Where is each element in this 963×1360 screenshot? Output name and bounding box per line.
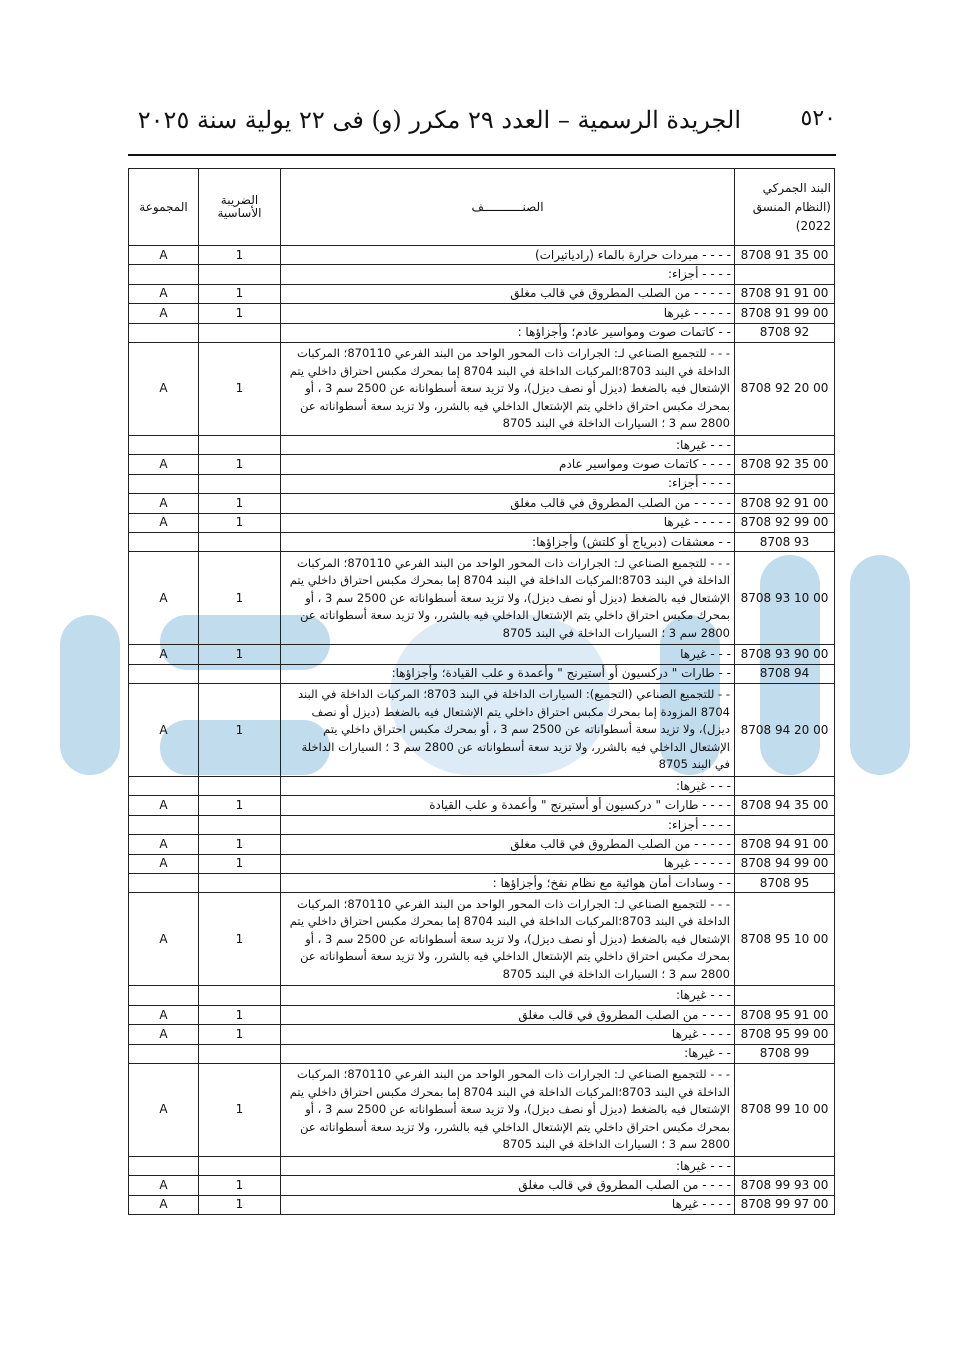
rate-cell: 1 bbox=[199, 893, 281, 986]
table-row bbox=[129, 1195, 835, 1214]
tariff-code-cell: 8708 92 bbox=[735, 323, 835, 342]
table-row bbox=[129, 835, 835, 854]
rate-cell: 1 bbox=[199, 835, 281, 854]
tariff-code-cell bbox=[735, 474, 835, 493]
table-row bbox=[129, 986, 835, 1005]
group-cell: A bbox=[129, 1063, 199, 1156]
rate-cell: 1 bbox=[199, 304, 281, 323]
rate-column-header: الضريبة الأساسية bbox=[199, 169, 281, 246]
table-row bbox=[129, 304, 835, 323]
tariff-code-cell bbox=[735, 815, 835, 834]
rate-cell bbox=[199, 265, 281, 284]
tariff-code-cell: 8708 95 99 00 bbox=[735, 1025, 835, 1044]
rate-cell bbox=[199, 815, 281, 834]
table-row bbox=[129, 552, 835, 645]
group-cell: A bbox=[129, 1176, 199, 1195]
group-cell: A bbox=[129, 284, 199, 303]
table-row bbox=[129, 815, 835, 834]
table-header-row bbox=[129, 169, 835, 246]
group-cell: A bbox=[129, 684, 199, 777]
rate-cell: 1 bbox=[199, 455, 281, 474]
description-cell: - - - غيرها bbox=[281, 645, 735, 664]
table-row bbox=[129, 1025, 835, 1044]
description-cell: - - غيرها: bbox=[281, 1044, 735, 1063]
rate-cell: 1 bbox=[199, 684, 281, 777]
group-cell bbox=[129, 874, 199, 893]
tariff-code-cell: 8708 95 bbox=[735, 874, 835, 893]
description-cell: - - - - - غيرها bbox=[281, 513, 735, 532]
table-row bbox=[129, 246, 835, 265]
description-cell: - - - - أجزاء: bbox=[281, 815, 735, 834]
group-cell bbox=[129, 532, 199, 551]
table-row bbox=[129, 664, 835, 683]
tariff-code-cell bbox=[735, 986, 835, 1005]
tariff-code-cell: 8708 94 20 00 bbox=[735, 684, 835, 777]
group-cell bbox=[129, 664, 199, 683]
description-cell: - - - - - من الصلب المطروق في قالب مغلق bbox=[281, 835, 735, 854]
table-row bbox=[129, 854, 835, 873]
rate-cell bbox=[199, 1156, 281, 1175]
description-cell: - - - غيرها: bbox=[281, 1156, 735, 1175]
rate-cell bbox=[199, 532, 281, 551]
table-row bbox=[129, 874, 835, 893]
description-cell: - - - للتجميع الصناعي لـ: الجرارات ذات المحور الواحد من البند الفرعي 870110؛ المركبات الداخلة في البند 8703؛المركبات الداخلة في البند 8704 إما بمحرك مكبس احتراق داخلي يتم الإشتعال فيه بالضغط (ديزل أو نصف ديزل)، ولا تزيد سعة أسطواناته عن 2500 سم 3 ، أو بمحرك مكبس احتراق داخلي يتم الإشتعال الداخلي فيه بالشرر، ولا تزيد سعة أسطواناته عن 2800 سم 3 ؛ السيارات الداخلة في البند 8705 bbox=[281, 1063, 735, 1156]
table-row bbox=[129, 893, 835, 986]
table-row bbox=[129, 1156, 835, 1175]
group-cell bbox=[129, 435, 199, 454]
group-cell: A bbox=[129, 246, 199, 265]
rate-cell bbox=[199, 435, 281, 454]
description-cell: - - - - - غيرها bbox=[281, 304, 735, 323]
group-cell: A bbox=[129, 494, 199, 513]
table-row bbox=[129, 532, 835, 551]
table-row bbox=[129, 777, 835, 796]
group-cell: A bbox=[129, 1195, 199, 1214]
group-cell: A bbox=[129, 513, 199, 532]
description-cell: - - - - كاتمات صوت ومواسير عادم bbox=[281, 455, 735, 474]
page-header bbox=[128, 100, 836, 146]
description-column-header: الصنـــــــــــف bbox=[281, 169, 735, 246]
description-cell: - - - - غيرها bbox=[281, 1025, 735, 1044]
description-cell: - - طارات " دركسيون أو أستيرنج " وأعمدة و علب القيادة؛ وأجزاؤها: bbox=[281, 664, 735, 683]
tariff-code-cell: 8708 91 99 00 bbox=[735, 304, 835, 323]
table-body bbox=[129, 246, 835, 1215]
table-row bbox=[129, 342, 835, 435]
rate-cell bbox=[199, 874, 281, 893]
table-row bbox=[129, 323, 835, 342]
rate-cell: 1 bbox=[199, 494, 281, 513]
tariff-table bbox=[128, 168, 835, 1215]
group-cell: A bbox=[129, 893, 199, 986]
description-cell: - - للتجميع الصناعي (التجميع): السيارات الداخلة في البند 8703؛ المركبات الداخلة في البند 8704 المزودة إما بمحرك مكبس احتراق داخلي يتم الإشتعال فيه بالضغط (ديزل أو نصف ديزل)، ولا تزيد سعة أسطواناته عن 2500 سم 3 ، أو بمحرك مكبس احتراق داخلي يتم الإشتعال الداخلي فيه بالشرر، ولا تزيد سعة أسطواناته عن 2800 سم 3 ؛ السيارات الداخلة في البند 8705 bbox=[281, 684, 735, 777]
description-cell: - - - - أجزاء: bbox=[281, 265, 735, 284]
description-cell: - - كاتمات صوت ومواسير عادم؛ وأجزاؤها : bbox=[281, 323, 735, 342]
rate-cell bbox=[199, 474, 281, 493]
description-cell: - - - للتجميع الصناعي لـ: الجرارات ذات المحور الواحد من البند الفرعي 870110؛ المركبات الداخلة في البند 8703؛المركبات الداخلة في البند 8704 إما بمحرك مكبس احتراق داخلي يتم الإشتعال فيه بالضغط (ديزل أو نصف ديزل)، ولا تزيد سعة أسطواناته عن 2500 سم 3 ، أو بمحرك مكبس احتراق داخلي يتم الإشتعال الداخلي فيه بالشرر، ولا تزيد سعة أسطواناته عن 2800 سم 3 ؛ السيارات الداخلة في البند 8705 bbox=[281, 893, 735, 986]
group-cell: A bbox=[129, 342, 199, 435]
tariff-code-cell: 8708 94 bbox=[735, 664, 835, 683]
group-cell bbox=[129, 323, 199, 342]
rate-cell: 1 bbox=[199, 645, 281, 664]
table-row bbox=[129, 645, 835, 664]
description-cell: - - - - غيرها bbox=[281, 1195, 735, 1214]
gazette-title: الجريدة الرسمية – العدد ٢٩ مكرر (و) فى ٢٢ يولية سنة ٢٠٢٥ bbox=[137, 106, 741, 134]
rate-cell bbox=[199, 1044, 281, 1063]
tariff-code-cell: 8708 91 91 00 bbox=[735, 284, 835, 303]
tariff-code-cell: 8708 94 91 00 bbox=[735, 835, 835, 854]
table-row bbox=[129, 1044, 835, 1063]
rate-cell bbox=[199, 664, 281, 683]
group-cell bbox=[129, 777, 199, 796]
table-row bbox=[129, 513, 835, 532]
table-row bbox=[129, 1063, 835, 1156]
group-cell bbox=[129, 815, 199, 834]
description-cell: - - - غيرها: bbox=[281, 435, 735, 454]
tariff-code-cell: 8708 95 10 00 bbox=[735, 893, 835, 986]
table-row bbox=[129, 1005, 835, 1024]
rate-cell: 1 bbox=[199, 246, 281, 265]
tariff-code-cell: 8708 99 93 00 bbox=[735, 1176, 835, 1195]
rate-cell bbox=[199, 986, 281, 1005]
group-cell: A bbox=[129, 552, 199, 645]
description-cell: - - - غيرها: bbox=[281, 986, 735, 1005]
rate-cell: 1 bbox=[199, 796, 281, 815]
rate-cell: 1 bbox=[199, 1195, 281, 1214]
table-row bbox=[129, 474, 835, 493]
rate-cell: 1 bbox=[199, 1025, 281, 1044]
description-cell: - - - - طارات " دركسيون أو أستيرنج " وأعمدة و علب القيادة bbox=[281, 796, 735, 815]
tariff-code-cell: 8708 92 35 00 bbox=[735, 455, 835, 474]
rate-cell bbox=[199, 323, 281, 342]
group-cell bbox=[129, 1156, 199, 1175]
group-cell bbox=[129, 265, 199, 284]
rate-cell: 1 bbox=[199, 1063, 281, 1156]
tariff-code-cell: 8708 94 35 00 bbox=[735, 796, 835, 815]
tariff-code-cell: 8708 94 99 00 bbox=[735, 854, 835, 873]
table-row bbox=[129, 435, 835, 454]
tariff-code-cell: 8708 92 20 00 bbox=[735, 342, 835, 435]
group-cell: A bbox=[129, 645, 199, 664]
group-cell bbox=[129, 474, 199, 493]
group-cell: A bbox=[129, 455, 199, 474]
tariff-code-cell: 8708 99 bbox=[735, 1044, 835, 1063]
group-cell: A bbox=[129, 796, 199, 815]
header-rule bbox=[128, 154, 836, 156]
tariff-code-cell: 8708 99 97 00 bbox=[735, 1195, 835, 1214]
group-cell: A bbox=[129, 854, 199, 873]
rate-cell: 1 bbox=[199, 1176, 281, 1195]
description-cell: - - - - مبردات حرارة بالماء (رادياتيرات) bbox=[281, 246, 735, 265]
rate-cell: 1 bbox=[199, 1005, 281, 1024]
table-row bbox=[129, 455, 835, 474]
description-cell: - - - - - من الصلب المطروق في قالب مغلق bbox=[281, 284, 735, 303]
tariff-code-column-header: البند الجمركي (النظام المنسق 2022) bbox=[735, 169, 835, 246]
tariff-code-cell: 8708 93 bbox=[735, 532, 835, 551]
description-cell: - - - للتجميع الصناعي لـ: الجرارات ذات المحور الواحد من البند الفرعي 870110؛ المركبات الداخلة في البند 8703؛المركبات الداخلة في البند 8704 إما بمحرك مكبس احتراق داخلي يتم الإشتعال فيه بالضغط (ديزل أو نصف ديزل)، ولا تزيد سعة أسطواناته عن 2500 سم 3 ، أو بمحرك مكبس احتراق داخلي يتم الإشتعال الداخلي فيه بالشرر، ولا تزيد سعة أسطواناته عن 2800 سم 3 ؛ السيارات الداخلة في البند 8705 bbox=[281, 552, 735, 645]
description-cell: - - معشقات (دبرياج أو كلتش) وأجزاؤها: bbox=[281, 532, 735, 551]
tariff-code-cell bbox=[735, 1156, 835, 1175]
table-row bbox=[129, 684, 835, 777]
rate-cell: 1 bbox=[199, 854, 281, 873]
description-cell: - - - - من الصلب المطروق في قالب مغلق bbox=[281, 1176, 735, 1195]
rate-cell bbox=[199, 777, 281, 796]
group-cell: A bbox=[129, 1025, 199, 1044]
tariff-code-cell: 8708 92 91 00 bbox=[735, 494, 835, 513]
group-cell bbox=[129, 1044, 199, 1063]
description-cell: - - - - - من الصلب المطروق في قالب مغلق bbox=[281, 494, 735, 513]
rate-cell: 1 bbox=[199, 552, 281, 645]
description-cell: - - - - من الصلب المطروق في قالب مغلق bbox=[281, 1005, 735, 1024]
tariff-code-cell: 8708 92 99 00 bbox=[735, 513, 835, 532]
description-cell: - - - غيرها: bbox=[281, 777, 735, 796]
tariff-code-cell: 8708 93 90 00 bbox=[735, 645, 835, 664]
table-row bbox=[129, 1176, 835, 1195]
tariff-code-cell: 8708 93 10 00 bbox=[735, 552, 835, 645]
rate-cell: 1 bbox=[199, 513, 281, 532]
table-row bbox=[129, 796, 835, 815]
group-cell bbox=[129, 986, 199, 1005]
description-cell: - - - - أجزاء: bbox=[281, 474, 735, 493]
tariff-code-cell bbox=[735, 265, 835, 284]
table-row bbox=[129, 494, 835, 513]
tariff-code-cell: 8708 95 91 00 bbox=[735, 1005, 835, 1024]
description-cell: - - - - - غيرها bbox=[281, 854, 735, 873]
description-cell: - - وسادات أمان هوائية مع نظام نفخ؛ وأجزاؤها : bbox=[281, 874, 735, 893]
table-row bbox=[129, 284, 835, 303]
group-cell: A bbox=[129, 835, 199, 854]
page-number: ٥٢٠ bbox=[800, 106, 836, 131]
group-cell: A bbox=[129, 304, 199, 323]
group-column-header: المجموعة bbox=[129, 169, 199, 246]
table-row bbox=[129, 265, 835, 284]
tariff-code-cell bbox=[735, 435, 835, 454]
tariff-code-cell: 8708 99 10 00 bbox=[735, 1063, 835, 1156]
group-cell: A bbox=[129, 1005, 199, 1024]
tariff-code-cell: 8708 91 35 00 bbox=[735, 246, 835, 265]
rate-cell: 1 bbox=[199, 342, 281, 435]
rate-cell: 1 bbox=[199, 284, 281, 303]
tariff-code-cell bbox=[735, 777, 835, 796]
description-cell: - - - للتجميع الصناعي لـ: الجرارات ذات المحور الواحد من البند الفرعي 870110؛ المركبات الداخلة في البند 8703؛المركبات الداخلة في البند 8704 إما بمحرك مكبس احتراق داخلي يتم الإشتعال فيه بالضغط (ديزل أو نصف ديزل)، ولا تزيد سعة أسطوانانه عن 2500 سم 3 ، أو بمحرك مكبس احتراق داخلي يتم الإشتعال الداخلي فيه بالشرر، ولا تزيد سعة أسطواناته عن 2800 سم 3 ؛ السيارات الداخلة في البند 8705 bbox=[281, 342, 735, 435]
